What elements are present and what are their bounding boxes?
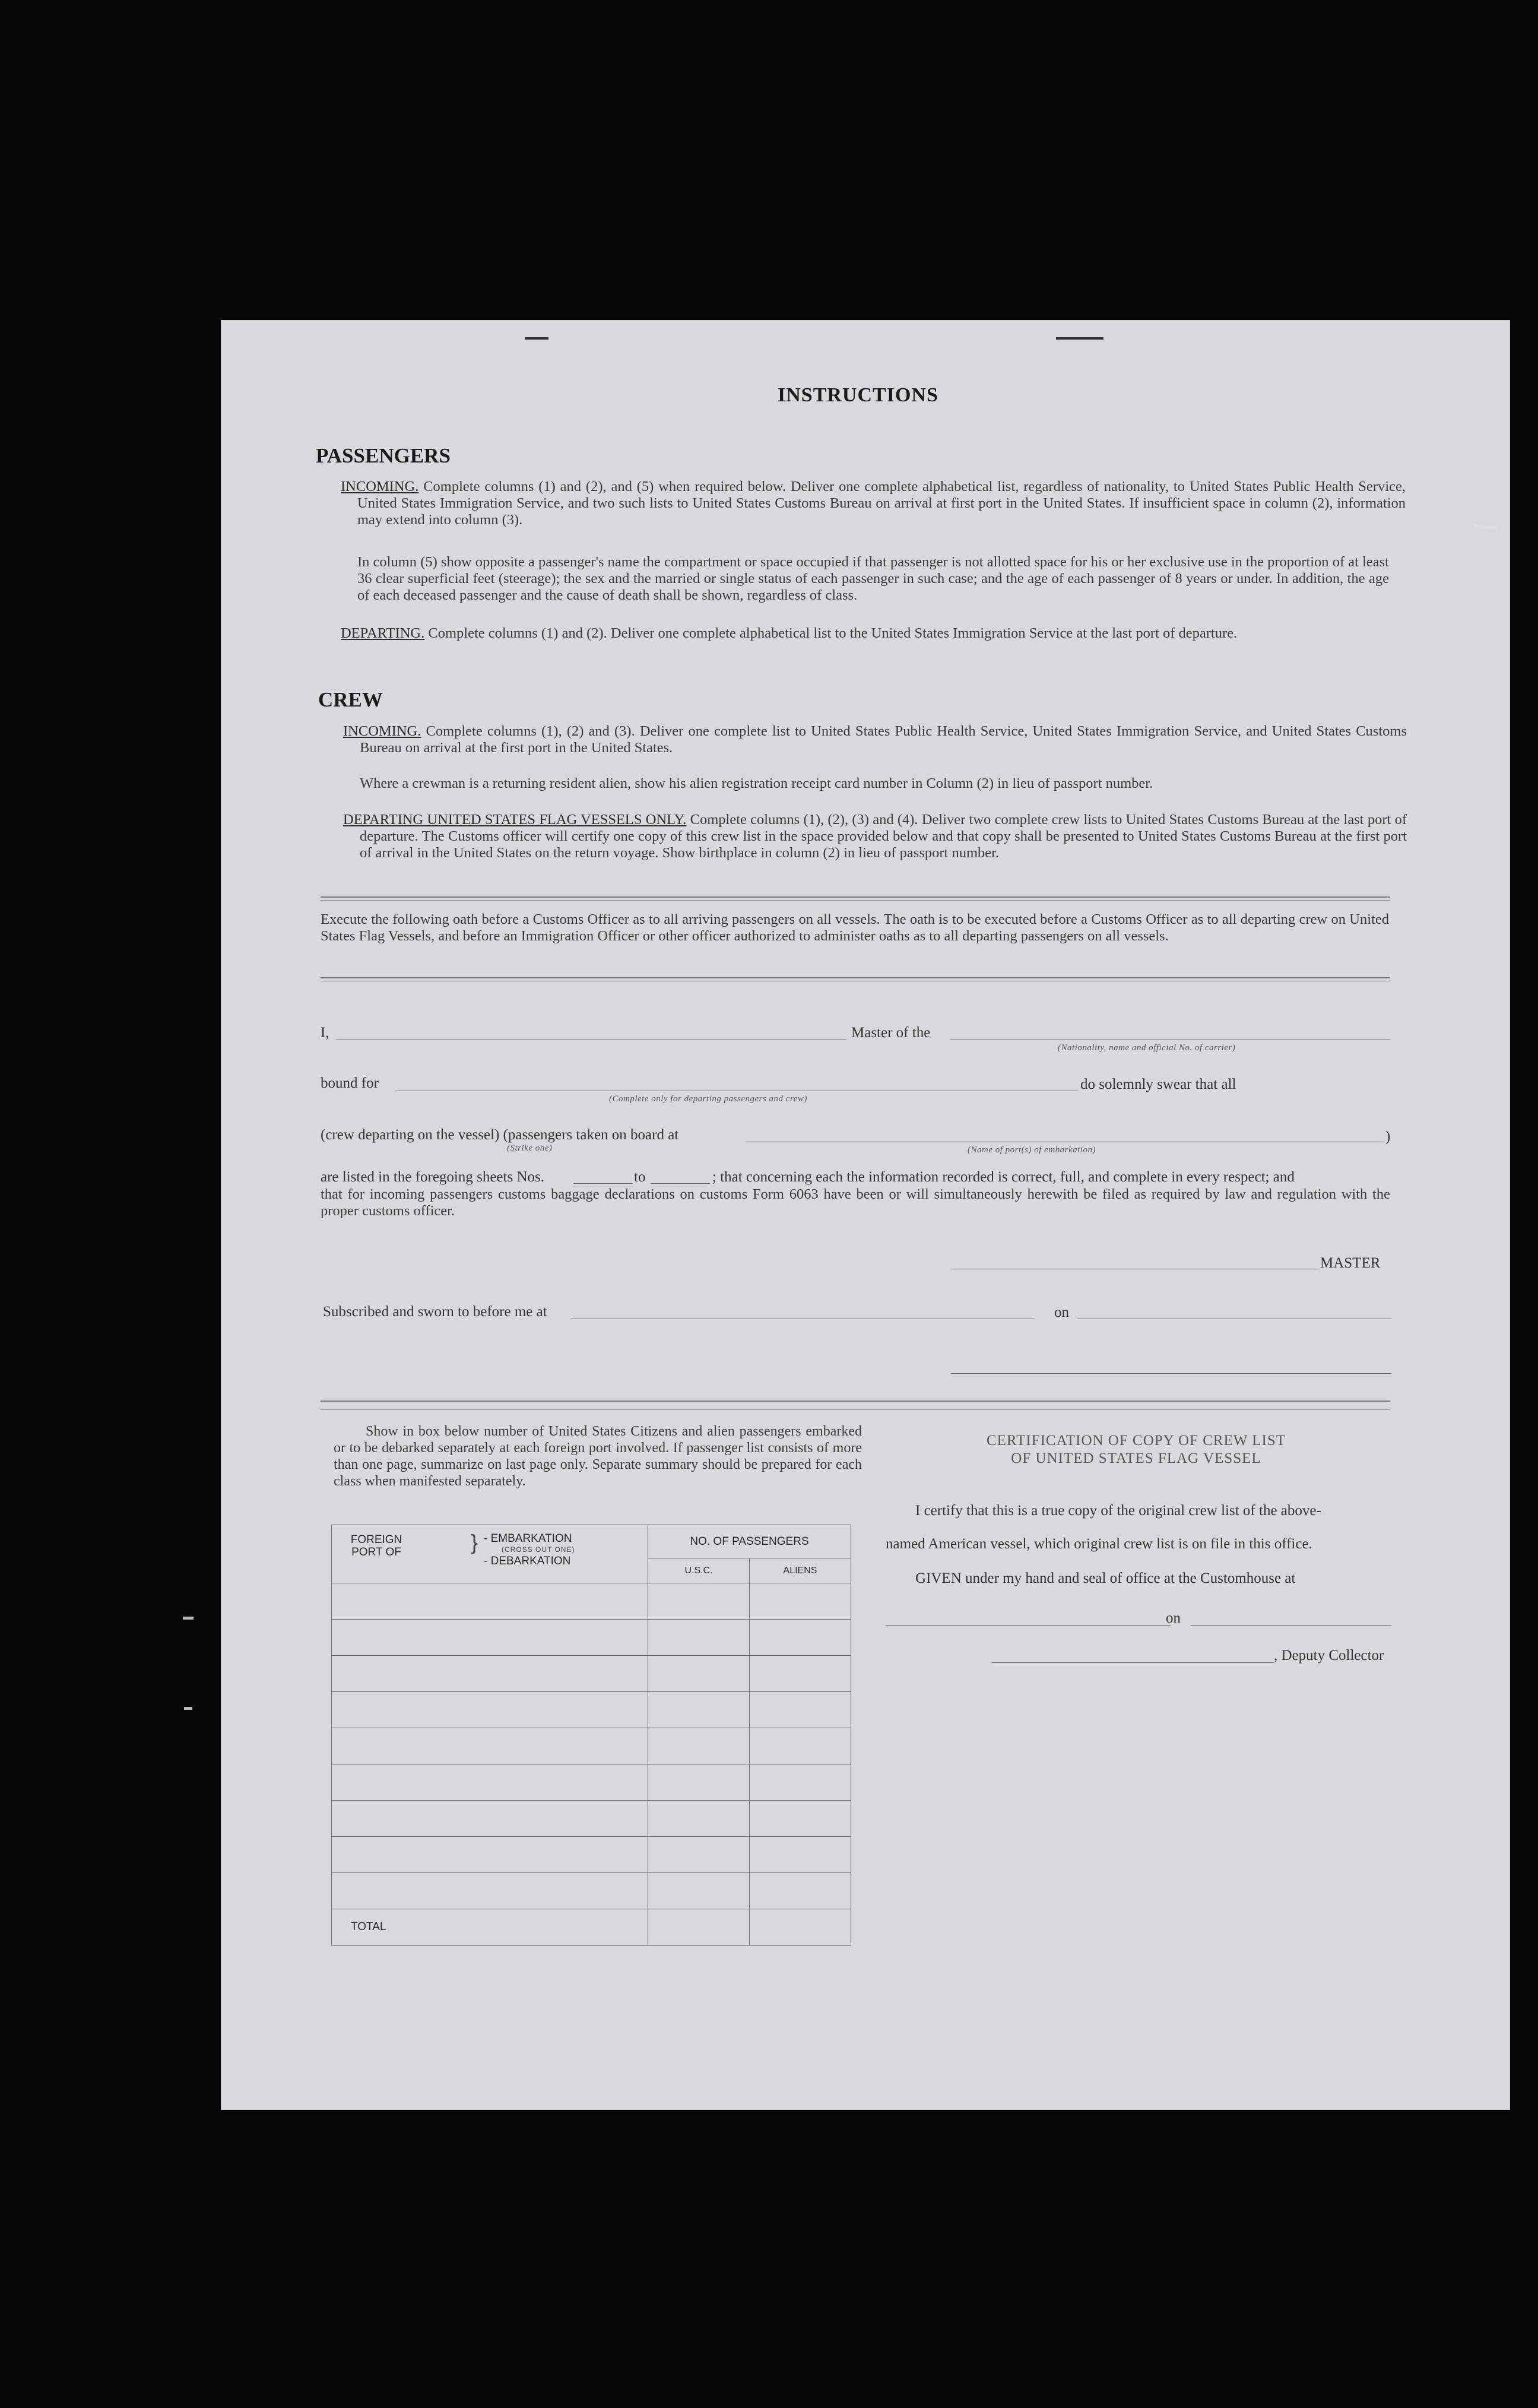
master-of-the-label: Master of the bbox=[851, 1025, 931, 1041]
carrier-caption: (Nationality, name and official No. of carrier) bbox=[1058, 1043, 1236, 1053]
debarkation-label: - DEBARKATION bbox=[484, 1555, 571, 1567]
certification-title-line2: OF UNITED STATES FLAG VESSEL bbox=[1011, 1450, 1261, 1466]
listed-text-a: are listed in the foregoing sheets Nos. bbox=[321, 1169, 544, 1185]
total-row bbox=[332, 1909, 851, 1946]
total-aliens-cell[interactable] bbox=[750, 1909, 851, 1946]
port-cell[interactable] bbox=[332, 1837, 648, 1873]
port-row bbox=[332, 1728, 851, 1764]
customhouse-field[interactable] bbox=[886, 1625, 1171, 1626]
oath-instructions: Execute the following oath before a Customs Officer as to all arriving passengers on all vessels. The oath is to be executed before a Customs Officer as to all departing crew on United States Flag Vessels, and before an Immigration Officer or other officer authorized to administer oaths as to all departing passengers on all vessels. bbox=[321, 911, 1389, 944]
usc-cell[interactable] bbox=[648, 1656, 750, 1692]
double-rule-top bbox=[321, 977, 1390, 978]
deputy-signature-field[interactable] bbox=[991, 1662, 1274, 1663]
passengers-heading: PASSENGERS bbox=[316, 444, 451, 467]
usc-cell[interactable] bbox=[648, 1801, 750, 1837]
usc-cell[interactable] bbox=[648, 1764, 750, 1801]
certify-line2: named American vessel, which original crew list is on file in this office. bbox=[886, 1536, 1312, 1552]
usc-cell[interactable] bbox=[648, 1583, 750, 1620]
ports-caption: (Name of port(s) of embarkation) bbox=[968, 1145, 1096, 1155]
crew-departing-paragraph bbox=[343, 812, 1407, 861]
port-row bbox=[332, 1764, 851, 1801]
officer-signature-field[interactable] bbox=[951, 1373, 1391, 1374]
double-rule-top bbox=[321, 1401, 1390, 1402]
certify-line1: I certify that this is a true copy of the original crew list of the above- bbox=[915, 1503, 1321, 1519]
crew-heading: CREW bbox=[318, 688, 383, 711]
foreign-port-of-label: FOREIGN PORT OF bbox=[350, 1533, 402, 1558]
port-cell[interactable] bbox=[332, 1728, 648, 1764]
passengers-incoming-text: Complete columns (1) and (2), and (5) when required below. Deliver one complete alphabetical list, regardless of nationality, to United States Public Health Service, United States Immigration Service, and two such lists to United States Customs Bureau on arrival at first port in the United States. If insufficient space in column (2), information may extend into column (3). bbox=[357, 479, 1406, 528]
paper-speck bbox=[525, 337, 548, 340]
port-row bbox=[332, 1801, 851, 1837]
no-of-passengers-label: NO. OF PASSENGERS bbox=[690, 1535, 809, 1548]
deputy-collector-label: , Deputy Collector bbox=[1274, 1647, 1384, 1664]
usc-cell[interactable] bbox=[648, 1728, 750, 1764]
page-title: INSTRUCTIONS bbox=[778, 384, 938, 406]
aliens-cell[interactable] bbox=[750, 1873, 851, 1909]
usc-header-cell bbox=[648, 1558, 750, 1583]
crew-departing-text: Complete columns (1), (2), (3) and (4). Deliver two complete crew lists to United States Customs Bureau at the last port of departure. The Customs officer will certify one copy of this crew list in the space provided below and that copy shall be presented to United States Customs Bureau at the first port of arrival in the United States on the return voyage. Show birthplace in column (2) in lieu of passport number. bbox=[360, 812, 1407, 861]
port-row bbox=[332, 1656, 851, 1692]
given-text: GIVEN under my hand and seal of office at the Customhouse at bbox=[915, 1570, 1296, 1586]
sworn-on-label: on bbox=[1054, 1304, 1069, 1320]
crew-incoming-paragraph bbox=[343, 723, 1407, 756]
embarkation-label: - EMBARKATION bbox=[484, 1532, 572, 1545]
usc-cell[interactable] bbox=[648, 1837, 750, 1873]
usc-cell[interactable] bbox=[648, 1620, 750, 1656]
aliens-label: ALIENS bbox=[783, 1565, 817, 1576]
passengers-departing-text: Complete columns (1) and (2). Deliver one complete alphabetical list to the United States Immigration Service at the last port of departure. bbox=[424, 625, 1238, 641]
sheet-to-field[interactable] bbox=[651, 1183, 710, 1184]
sheet-from-field[interactable] bbox=[573, 1183, 633, 1184]
aliens-cell[interactable] bbox=[750, 1837, 851, 1873]
box-instructions: Show in box below number of United States Citizens and alien passengers embarked or to be debarked separately at each foreign port involved. If passenger list consists of more than one page, summarize on last page only. Separate summary should be prepared for each class when manifested separately. bbox=[334, 1424, 862, 1489]
paper-speck bbox=[1056, 337, 1103, 340]
passengers-column5-text: In column (5) show opposite a passenger's name the compartment or space occupied if that passenger is not allotted space for his or her exclusive use in the proportion of at least 36 clear superficial feet (steerage); the sex and the married or single status of each passenger in such case; and the age of each passenger of 8 years or under. In addition, the age of each deceased passenger and the cause of death shall be shown, regardless of class. bbox=[357, 554, 1389, 603]
total-label-cell bbox=[332, 1909, 648, 1946]
passengers-incoming-paragraph bbox=[341, 479, 1406, 528]
crew-alien-text: Where a crewman is a returning resident alien, show his alien registration receipt card number in Column (2) in lieu of passport number. bbox=[360, 775, 1153, 791]
usc-cell[interactable] bbox=[648, 1873, 750, 1909]
crew-departing-label: DEPARTING UNITED STATES FLAG VESSELS ONLY. bbox=[343, 812, 687, 828]
port-cell[interactable] bbox=[332, 1583, 648, 1620]
total-label: TOTAL bbox=[351, 1921, 386, 1933]
aliens-cell[interactable] bbox=[750, 1583, 851, 1620]
port-cell[interactable] bbox=[332, 1620, 648, 1656]
certification-title bbox=[882, 1432, 1390, 1468]
port-row bbox=[332, 1620, 851, 1656]
double-rule-top bbox=[321, 896, 1390, 898]
passengers-incoming-label: INCOMING. bbox=[341, 479, 419, 495]
crew-incoming-text: Complete columns (1), (2) and (3). Deliver one complete list to United States Public Health Service, United States Immigration Service, and United States Customs Bureau on arrival at the first port in the United States. bbox=[360, 723, 1407, 756]
ports-table bbox=[331, 1525, 851, 1946]
master-label: MASTER bbox=[1320, 1255, 1381, 1271]
port-cell[interactable] bbox=[332, 1873, 648, 1909]
usc-cell[interactable] bbox=[648, 1692, 750, 1728]
port-header-cell bbox=[332, 1525, 648, 1583]
passengers-departing-label: DEPARTING. bbox=[341, 625, 425, 641]
crew-departing-text: (crew departing on the vessel) (passengers taken on board at bbox=[321, 1127, 679, 1143]
passengers-header-cell bbox=[648, 1525, 851, 1558]
aliens-cell[interactable] bbox=[750, 1620, 851, 1656]
close-paren: ) bbox=[1385, 1129, 1391, 1145]
passengers-departing-paragraph bbox=[341, 625, 1406, 642]
double-rule-bottom bbox=[321, 900, 1390, 901]
certification-title-line1: CERTIFICATION OF COPY OF CREW LIST bbox=[986, 1433, 1286, 1449]
port-row bbox=[332, 1837, 851, 1873]
aliens-cell[interactable] bbox=[750, 1764, 851, 1801]
listed-text-b: ; that concerning each the information recorded is correct, full, and complete in every respect; and bbox=[712, 1169, 1295, 1185]
do-swear-text: do solemnly swear that all bbox=[1080, 1076, 1236, 1092]
port-cell[interactable] bbox=[332, 1692, 648, 1728]
port-row bbox=[332, 1583, 851, 1620]
total-usc-cell[interactable] bbox=[648, 1909, 750, 1946]
listed-text-rest: that for incoming passengers customs baggage declarations on customs Form 6063 have been or will simultaneously herewith be filed as required by law and regulation with the proper customs officer. bbox=[321, 1186, 1390, 1219]
background-mark bbox=[184, 1707, 192, 1710]
crew-alien-paragraph bbox=[360, 775, 1390, 792]
usc-label: U.S.C. bbox=[684, 1565, 713, 1576]
double-rule-bottom bbox=[321, 1409, 1390, 1410]
aliens-cell[interactable] bbox=[750, 1728, 851, 1764]
bound-for-caption: (Complete only for departing passengers and crew) bbox=[609, 1094, 807, 1104]
listed-to: to bbox=[634, 1169, 646, 1185]
aliens-cell[interactable] bbox=[750, 1801, 851, 1837]
cross-out-one-label: (CROSS OUT ONE) bbox=[502, 1545, 575, 1554]
crew-incoming-label: INCOMING. bbox=[343, 723, 421, 739]
aliens-cell[interactable] bbox=[750, 1692, 851, 1728]
aliens-header-cell bbox=[750, 1558, 851, 1583]
port-row bbox=[332, 1873, 851, 1909]
bound-for-label: bound for bbox=[321, 1075, 379, 1091]
certification-on-label: on bbox=[1166, 1610, 1181, 1626]
subscribed-text: Subscribed and sworn to before me at bbox=[323, 1304, 547, 1320]
strike-one-caption: (Strike one) bbox=[507, 1143, 553, 1153]
port-cell[interactable] bbox=[332, 1764, 648, 1801]
aliens-cell[interactable] bbox=[750, 1656, 851, 1692]
document-page bbox=[222, 321, 1509, 2109]
port-row bbox=[332, 1692, 851, 1728]
port-cell[interactable] bbox=[332, 1656, 648, 1692]
passengers-column5-paragraph bbox=[357, 554, 1389, 604]
port-cell[interactable] bbox=[332, 1801, 648, 1837]
oath-i-label: I, bbox=[321, 1025, 329, 1041]
background-mark bbox=[183, 1617, 194, 1620]
bracket-glyph: } bbox=[471, 1530, 478, 1554]
certification-date-field[interactable] bbox=[1191, 1625, 1391, 1626]
